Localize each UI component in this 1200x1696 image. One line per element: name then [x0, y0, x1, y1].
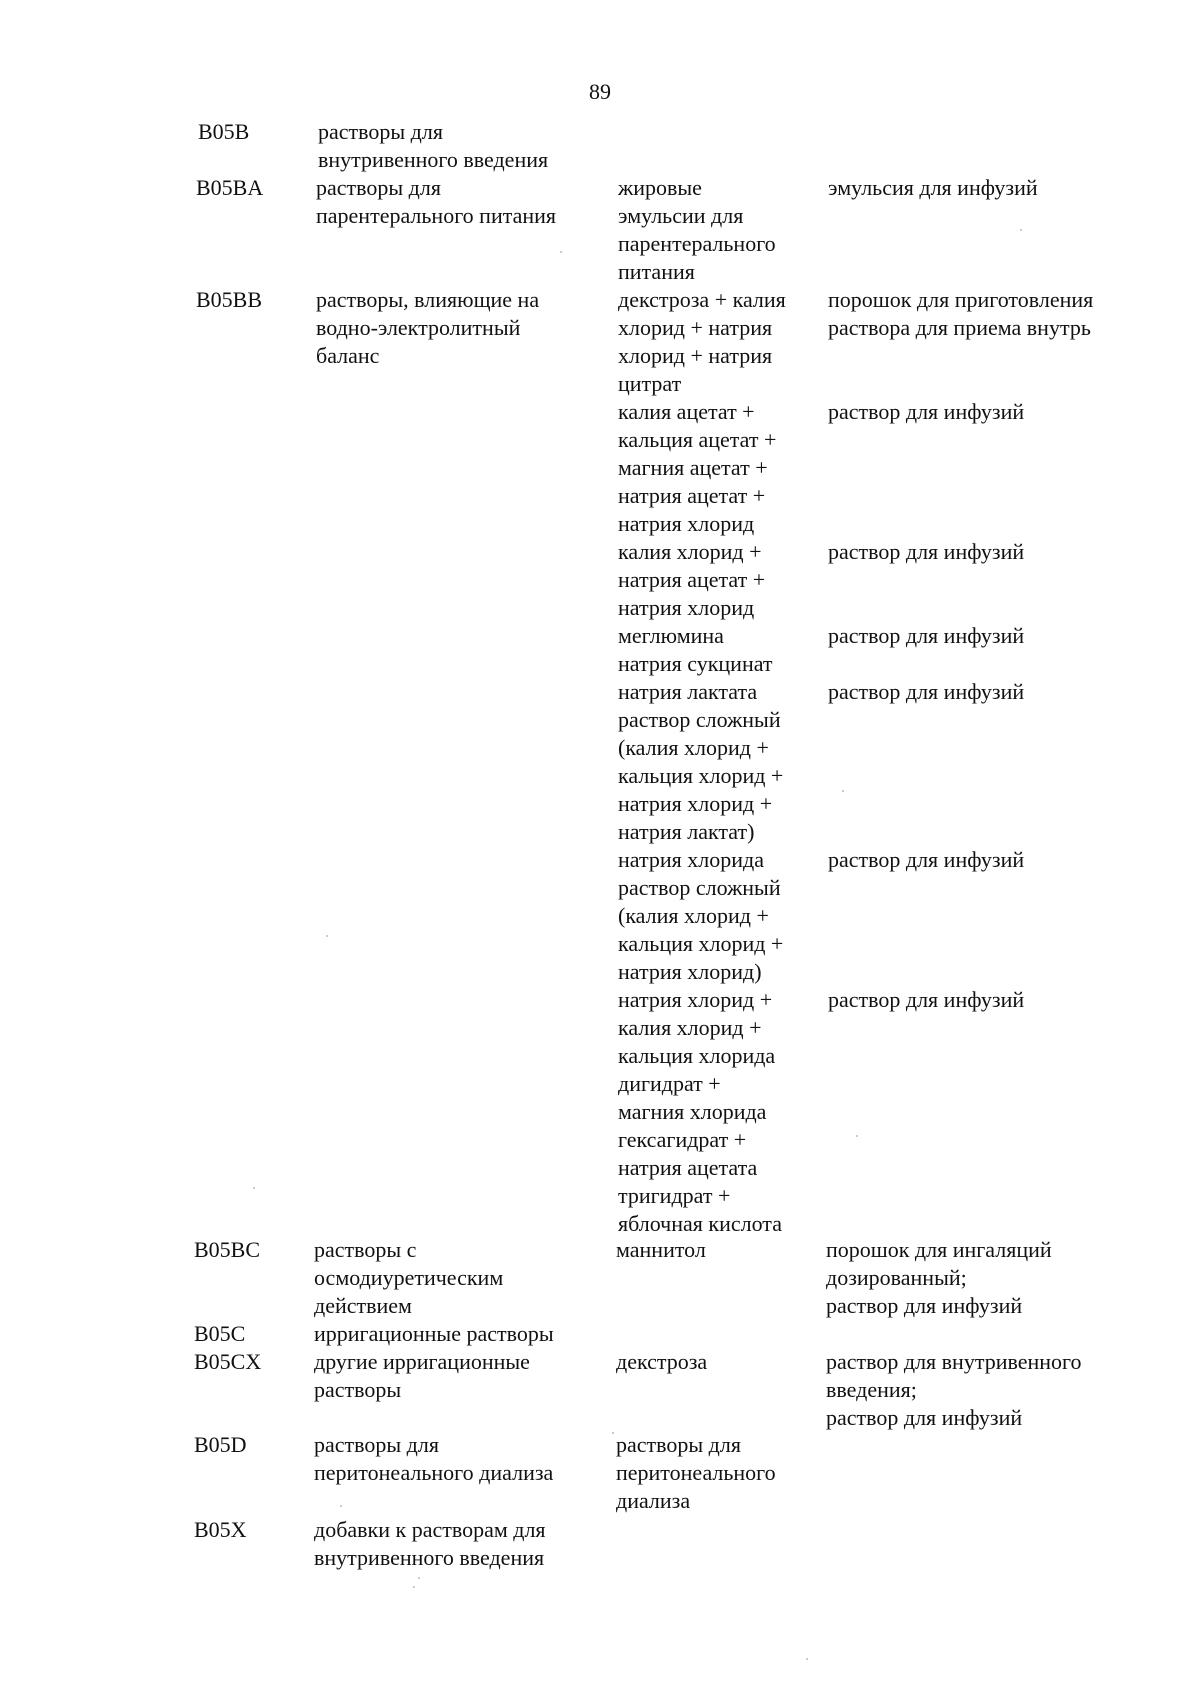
dosage-form-line: раствор для инфузий	[828, 847, 1025, 872]
atc-code-cell	[194, 1236, 289, 1264]
group-name-line: ирригационные растворы	[314, 1321, 554, 1346]
group-name-cell	[316, 174, 606, 230]
scan-speck	[560, 251, 562, 253]
substance-paragraph	[616, 1320, 821, 1432]
substance-line: раствор сложный	[618, 875, 781, 900]
dosage-form-paragraph	[828, 678, 1158, 846]
substance-line: питания	[618, 259, 695, 284]
substance-line: кальция ацетат +	[618, 427, 777, 452]
dosage-form-line	[826, 1320, 1156, 1348]
group-name-cell	[314, 1431, 604, 1487]
group-name-line: перитонеального диализа	[314, 1460, 554, 1485]
dosage-form-cell	[828, 286, 1158, 1238]
substance-line: меглюмина	[618, 623, 724, 648]
dosage-form-line: раствор для инфузий	[828, 987, 1025, 1012]
substance-line: дигидрат +	[618, 1071, 721, 1096]
scan-speck	[612, 1432, 614, 1434]
substance-paragraph	[618, 846, 823, 986]
substance-cell	[616, 1431, 821, 1515]
dosage-form-paragraph	[828, 398, 1158, 538]
group-name-line: растворы, влияющие на	[316, 287, 540, 312]
group-name-cell	[314, 1516, 604, 1572]
atc-code-cell	[196, 174, 291, 202]
dosage-form-paragraph	[828, 846, 1158, 986]
substance-paragraph	[618, 174, 823, 286]
dosage-form-line: раствор для инфузий	[828, 539, 1025, 564]
substance-paragraph	[618, 622, 823, 678]
dosage-form-paragraph	[828, 174, 1158, 286]
dosage-form-line: порошок для приготовления	[828, 287, 1094, 312]
group-name-line: внутривенного введения	[314, 1545, 545, 1570]
group-name-line: парентерального питания	[316, 203, 557, 228]
atc-code: B05BB	[196, 287, 263, 312]
dosage-form-line: раствора для приема внутрь	[828, 315, 1091, 340]
group-name-line: растворы для	[316, 175, 441, 200]
group-name-cell	[318, 118, 608, 174]
scan-speck	[418, 1577, 420, 1579]
dosage-form-line: эмульсия для инфузий	[828, 175, 1038, 200]
dosage-form-cell	[828, 174, 1158, 286]
dosage-form-cell	[826, 1320, 1156, 1432]
dosage-form-line: введения;	[826, 1377, 917, 1402]
substance-line: натрия ацетат +	[618, 567, 766, 592]
scan-speck	[253, 1187, 255, 1189]
substance-paragraph	[618, 398, 823, 538]
group-name-line: другие ирригационные	[314, 1349, 530, 1374]
substance-line: раствор сложный	[618, 707, 781, 732]
substance-paragraph	[618, 678, 823, 846]
substance-line: натрия хлорид +	[618, 987, 773, 1012]
substance-paragraph	[618, 986, 823, 1238]
substance-line: хлорид + натрия	[618, 343, 773, 368]
substance-paragraph	[616, 1431, 821, 1515]
substance-line: кальция хлорида	[618, 1043, 776, 1068]
atc-code: B05BC	[194, 1237, 261, 1262]
substance-line: натрия лактата	[618, 679, 758, 704]
substance-line: натрия ацетата	[618, 1155, 758, 1180]
substance-line	[616, 1320, 821, 1348]
substance-line: растворы для	[616, 1432, 741, 1457]
substance-line: кальция хлорид +	[618, 931, 784, 956]
dosage-form-paragraph	[826, 1236, 1156, 1320]
group-name-line: растворы	[314, 1377, 402, 1402]
scan-speck	[413, 1586, 415, 1588]
atc-code-cell	[194, 1320, 289, 1376]
substance-line: натрия хлорид	[618, 511, 755, 536]
dosage-form-paragraph	[828, 286, 1158, 398]
substance-line: эмульсии для	[618, 203, 744, 228]
substance-paragraph	[618, 286, 823, 398]
substance-cell	[618, 174, 823, 286]
substance-line: натрия хлорида	[618, 847, 764, 872]
scan-speck	[340, 1505, 342, 1507]
dosage-form-line: раствор для инфузий	[828, 679, 1025, 704]
substance-line: магния хлорида	[618, 1099, 767, 1124]
substance-line: гексагидрат +	[618, 1127, 747, 1152]
group-name-line: баланс	[316, 343, 380, 368]
group-name-cell	[316, 286, 606, 370]
dosage-form-cell	[826, 1236, 1156, 1320]
dosage-form-line: дозированный;	[826, 1265, 967, 1290]
dosage-form-line: порошок для ингаляций	[826, 1237, 1052, 1262]
dosage-form-paragraph	[828, 538, 1158, 622]
substance-line: перитонеального	[616, 1460, 776, 1485]
substance-line: цитрат	[618, 371, 682, 396]
atc-code: B05C	[194, 1321, 246, 1346]
substance-line: калия ацетат +	[618, 399, 755, 424]
dosage-form-paragraph	[826, 1431, 1156, 1515]
dosage-form-line: раствор для инфузий	[826, 1405, 1023, 1430]
group-name-cell	[314, 1236, 604, 1320]
dosage-form-paragraph	[826, 1320, 1156, 1432]
atc-code-cell	[196, 286, 291, 314]
substance-line: натрия сукцинат	[618, 651, 773, 676]
atc-code-cell	[194, 1431, 289, 1459]
substance-line: декстроза + калия	[618, 287, 786, 312]
dosage-form-line: раствор для инфузий	[826, 1293, 1023, 1318]
group-name-line: внутривенного введения	[318, 147, 549, 172]
group-name-line: добавки к растворам для	[314, 1517, 546, 1542]
substance-line: натрия хлорид +	[618, 791, 773, 816]
substance-cell	[618, 286, 823, 1238]
substance-line: диализа	[616, 1488, 691, 1513]
atc-code: B05D	[194, 1432, 247, 1457]
scan-speck	[806, 1658, 808, 1660]
atc-code: B05B	[198, 119, 250, 144]
group-name-line: растворы для	[318, 119, 443, 144]
page-number: 89	[589, 79, 611, 104]
group-name-cell	[314, 1320, 604, 1404]
group-name-line: действием	[314, 1293, 412, 1318]
dosage-form-paragraph	[828, 622, 1158, 678]
substance-line: маннитол	[616, 1237, 706, 1262]
substance-cell	[616, 1236, 821, 1320]
dosage-form-paragraph	[828, 986, 1158, 1238]
scan-speck	[842, 790, 844, 792]
group-name-line: осмодиуретическим	[314, 1265, 504, 1290]
dosage-form-line: раствор для инфузий	[828, 399, 1025, 424]
atc-code-cell	[194, 1516, 289, 1544]
substance-line: хлорид + натрия	[618, 315, 773, 340]
substance-line: кальция хлорид +	[618, 763, 784, 788]
substance-line: магния ацетат +	[618, 455, 768, 480]
scan-speck	[1020, 229, 1022, 231]
substance-paragraph	[616, 1236, 821, 1320]
dosage-form-line: раствор для внутривенного	[826, 1349, 1082, 1374]
atc-code-cell	[198, 118, 293, 146]
group-name-line: водно-электролитный	[316, 315, 521, 340]
scan-speck	[856, 1135, 858, 1137]
group-name-line: растворы с	[314, 1237, 417, 1262]
substance-line: декстроза	[616, 1349, 708, 1374]
substance-line: яблочная кислота	[618, 1211, 782, 1236]
scan-speck	[326, 935, 328, 937]
substance-line: натрия хлорид)	[618, 959, 762, 984]
dosage-form-line: раствор для инфузий	[828, 623, 1025, 648]
atc-code: B05CX	[194, 1349, 262, 1374]
substance-line: тригидрат +	[618, 1183, 731, 1208]
substance-cell	[616, 1320, 821, 1432]
substance-line: калия хлорид +	[618, 539, 762, 564]
substance-line: парентерального	[618, 231, 776, 256]
substance-line: натрия лактат)	[618, 819, 755, 844]
atc-code: B05BA	[196, 175, 264, 200]
group-name-line: растворы для	[314, 1432, 439, 1457]
substance-line: жировые	[618, 175, 702, 200]
dosage-form-cell	[826, 1431, 1156, 1515]
atc-code: B05X	[194, 1517, 247, 1542]
substance-line: (калия хлорид +	[618, 735, 769, 760]
substance-line: калия хлорид +	[618, 1015, 762, 1040]
substance-line: натрия хлорид	[618, 595, 755, 620]
substance-line: натрия ацетат +	[618, 483, 766, 508]
substance-paragraph	[618, 538, 823, 622]
substance-line: (калия хлорид +	[618, 903, 769, 928]
